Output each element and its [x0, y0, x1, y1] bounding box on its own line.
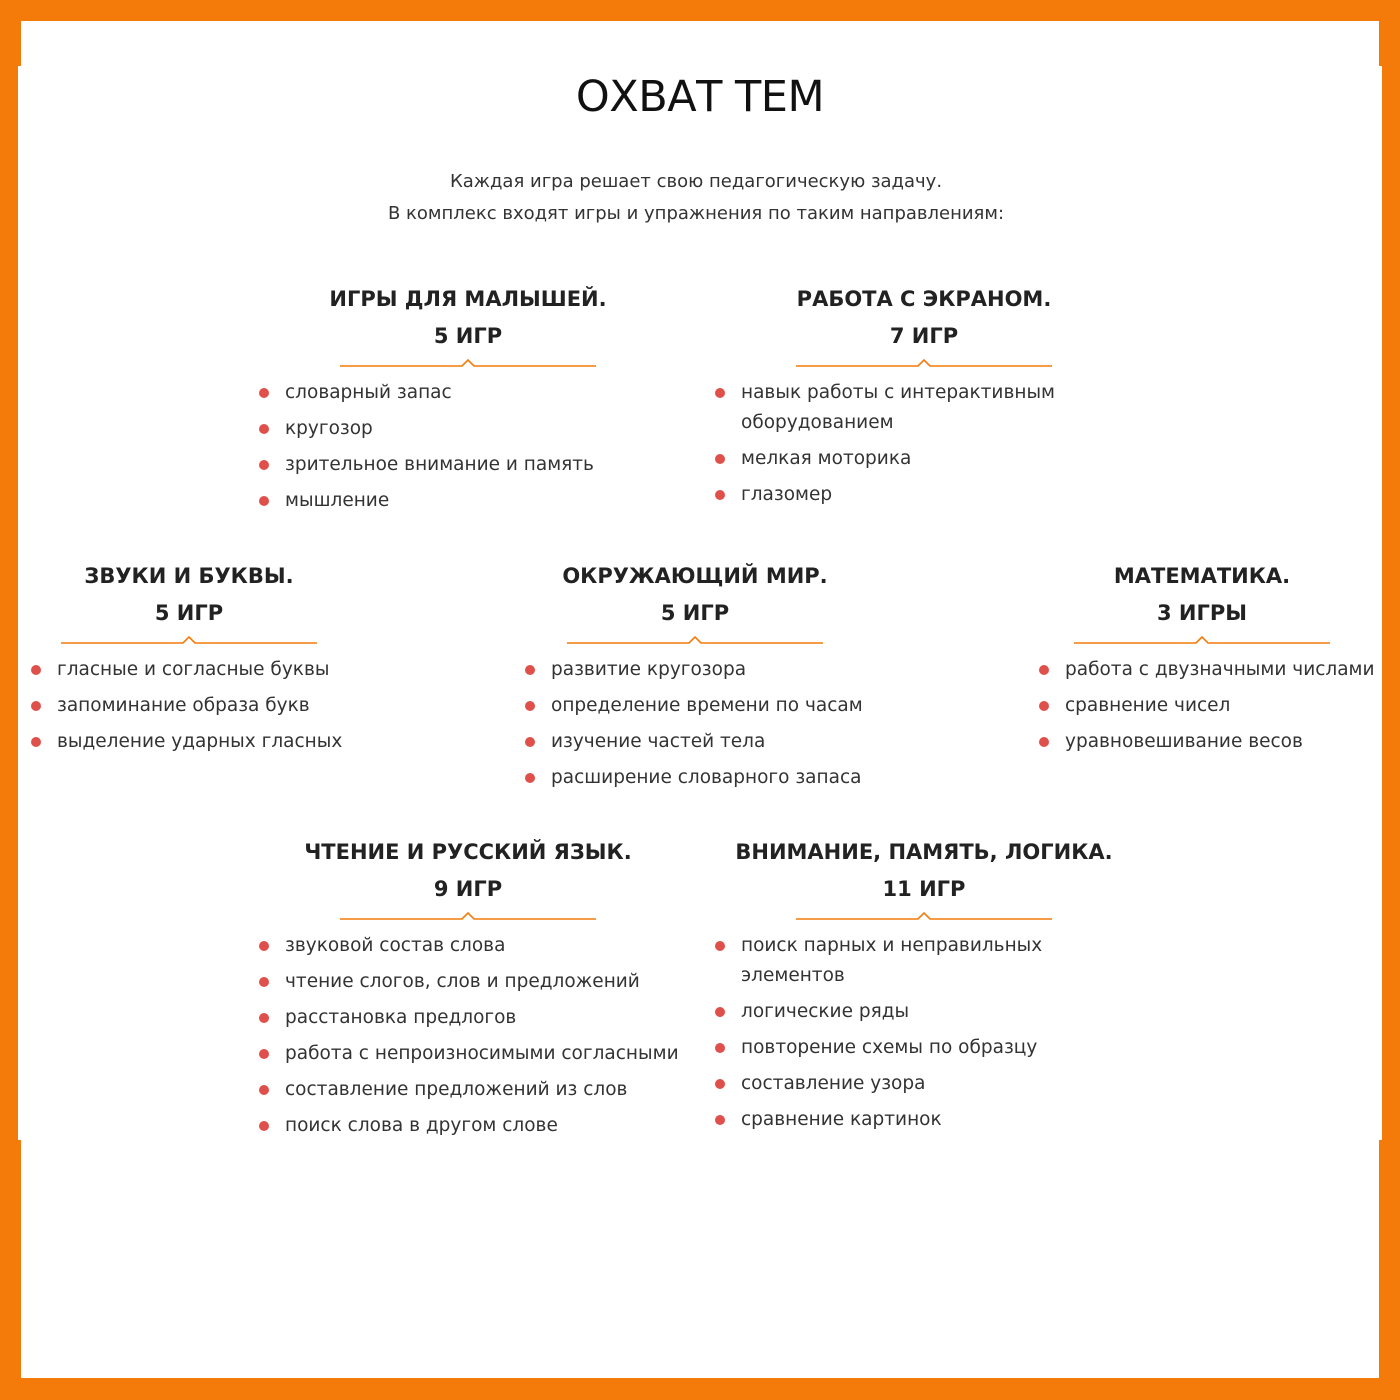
- section-heading: [942, 558, 1400, 632]
- list-item-text: мелкая моторика: [741, 448, 912, 469]
- list-item-text: логические ряды: [741, 1001, 910, 1022]
- list-item: [1039, 691, 1379, 721]
- frame-edge-right: [1379, 1140, 1400, 1400]
- list-item-text: определение времени по часам: [551, 695, 863, 716]
- topic-section: [0, 281, 1400, 581]
- list-item-text: сравнение картинок: [741, 1109, 942, 1130]
- list-item: [715, 1069, 1075, 1099]
- section-game-count: 9 ИГР: [433, 877, 503, 901]
- intro-line: В комплекс входят игры и упражнения по таким направлениям:: [387, 203, 1005, 224]
- list-item: [715, 480, 1115, 510]
- bullet-icon: [1039, 665, 1049, 675]
- list-item-text: кругозор: [285, 418, 373, 439]
- list-item: [1039, 727, 1379, 757]
- list-item-text: запоминание образа букв: [57, 695, 310, 716]
- list-item-text: составление предложений из слов: [285, 1079, 628, 1100]
- section-heading: [664, 281, 1184, 355]
- list-item-text: навык работы с интерактивным оборудованием: [741, 382, 1056, 433]
- list-item: [715, 931, 1075, 991]
- section-game-count: 3 ИГРЫ: [1156, 601, 1248, 625]
- bullet-icon: [715, 1115, 725, 1125]
- section-title: ВНИМАНИЕ, ПАМЯТЬ, ЛОГИКА.: [735, 840, 1113, 864]
- section-list: [715, 378, 1115, 516]
- list-item-text: составление узора: [741, 1073, 926, 1094]
- list-item-text: сравнение чисел: [1065, 695, 1231, 716]
- bullet-icon: [1039, 737, 1049, 747]
- list-item-text: расстановка предлогов: [285, 1007, 517, 1028]
- list-item-text: выделение ударных гласных: [57, 731, 343, 752]
- intro-text: [0, 166, 1392, 230]
- topic-section: [0, 558, 1400, 858]
- list-item-text: поиск парных и неправильных элементов: [741, 935, 1043, 986]
- frame-edge-bottom: [0, 1378, 1400, 1400]
- section-game-count: 11 ИГР: [882, 877, 966, 901]
- list-item-text: развитие кругозора: [551, 659, 747, 680]
- bullet-icon: [715, 454, 725, 464]
- bullet-icon: [715, 941, 725, 951]
- bullet-icon: [715, 1007, 725, 1017]
- section-title: ИГРЫ ДЛЯ МАЛЫШЕЙ.: [329, 287, 607, 311]
- section-divider: [796, 911, 1056, 923]
- list-item-text: работа с непроизносимыми согласными: [285, 1043, 679, 1064]
- section-title: МАТЕМАТИКА.: [1113, 564, 1291, 588]
- section-title: ЗВУКИ И БУКВЫ.: [84, 564, 294, 588]
- list-item-text: работа с двузначными числами: [1065, 659, 1375, 680]
- list-item-text: зрительное внимание и память: [285, 454, 594, 475]
- list-item-text: гласные и согласные буквы: [57, 659, 330, 680]
- section-divider: [796, 358, 1056, 370]
- section-game-count: 7 ИГР: [889, 324, 959, 348]
- list-item-text: уравновешивание весов: [1065, 731, 1303, 752]
- section-list: [715, 931, 1075, 1141]
- list-item-text: звуковой состав слова: [285, 935, 506, 956]
- list-item-text: словарный запас: [285, 382, 452, 403]
- list-item-text: чтение слогов, слов и предложений: [285, 971, 640, 992]
- section-game-count: 5 ИГР: [660, 601, 730, 625]
- list-item: [715, 444, 1115, 474]
- section-game-count: 5 ИГР: [154, 601, 224, 625]
- list-item-text: поиск слова в другом слове: [285, 1115, 558, 1136]
- bullet-icon: [715, 490, 725, 500]
- section-title: РАБОТА С ЭКРАНОМ.: [796, 287, 1052, 311]
- bullet-icon: [1039, 701, 1049, 711]
- bullet-icon: [715, 1079, 725, 1089]
- list-item: [715, 997, 1075, 1027]
- topic-section: [0, 834, 1400, 1134]
- frame-edge-left: [0, 0, 21, 66]
- list-item: [715, 1105, 1075, 1135]
- section-game-count: 5 ИГР: [433, 324, 503, 348]
- intro-line: Каждая игра решает свою педагогическую задачу.: [449, 171, 943, 192]
- section-title: ЧТЕНИЕ И РУССКИЙ ЯЗЫК.: [304, 840, 632, 864]
- list-item-text: расширение словарного запаса: [551, 767, 862, 788]
- list-item-text: мышление: [285, 490, 390, 511]
- section-divider: [1074, 635, 1334, 647]
- section-title: ОКРУЖАЮЩИЙ МИР.: [562, 564, 828, 588]
- bullet-icon: [715, 388, 725, 398]
- bullet-icon: [715, 1043, 725, 1053]
- frame-edge-top: [0, 0, 1400, 21]
- list-item: [1039, 655, 1379, 685]
- list-item: [715, 378, 1115, 438]
- section-heading: [664, 834, 1184, 908]
- list-item-text: глазомер: [741, 484, 833, 505]
- frame-edge-right: [1379, 0, 1400, 66]
- list-item: [715, 1033, 1075, 1063]
- frame-edge-left: [0, 1140, 21, 1400]
- section-list: [1039, 655, 1379, 763]
- page-title: ОХВАТ ТЕМ: [575, 72, 825, 122]
- list-item-text: повторение схемы по образцу: [741, 1037, 1038, 1058]
- list-item-text: изучение частей тела: [551, 731, 766, 752]
